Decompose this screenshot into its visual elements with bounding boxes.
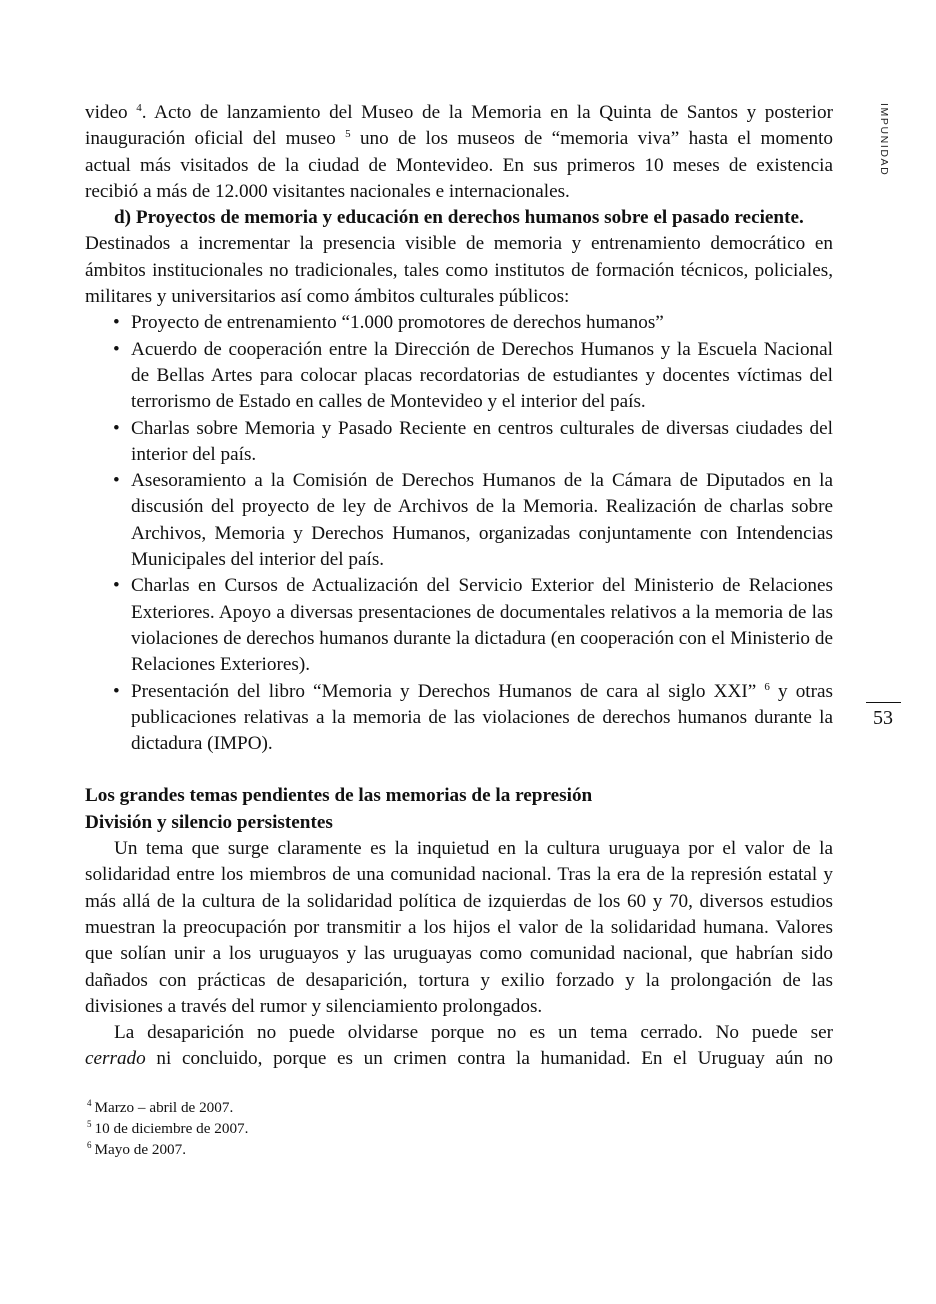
opening-line-2-end: uno de los museos de “memoria viva” hasta el momento [359,128,833,150]
opening-line-4: recibió a más de 12.000 visitantes nacionales e internacionales. [85,180,570,202]
subsection-heading: División y silencio persistentes [85,811,333,833]
list-item-text: Proyecto de entrenamiento “1.000 promotores de derechos humanos” [131,312,664,334]
footnote-number: 4 [87,1098,92,1108]
bullet-icon: • [113,575,120,597]
footnote-text: Mayo de 2007. [94,1141,187,1158]
opening-line-2 [85,126,833,152]
opening-line-1-end: . Acto de lanzamiento del Museo de la Memoria en la Quinta de Santos y posterior [141,102,833,123]
opening-line-1 [85,100,833,126]
page-number-rule [866,702,901,703]
list-item-text-end: y otras publicaciones relativas a la memoria de las violaciones de derechos humanos durante la dictadura (IMPO). [131,680,834,755]
footnote-text: 10 de diciembre de 2007. [94,1120,249,1137]
bullet-icon: • [113,417,120,439]
side-running-head: IMPUNIDAD [878,103,890,177]
main-paragraph-2-line-2-end: ni concluido, porque es un crimen contra la humanidad. En el Uruguay aún no [156,1048,834,1070]
italic-word: cerrado [85,1048,146,1070]
footnote-number: 5 [87,1119,92,1129]
section-heading: Los grandes temas pendientes de las memorias de la represión [85,785,593,807]
section-d-heading: d) Proyectos de memoria y educación en derechos humanos sobre el pasado reciente. [114,207,804,229]
footnote-number: 6 [87,1140,92,1150]
list-item [85,573,833,678]
footnote-text: Marzo – abril de 2007. [94,1099,234,1116]
opening-line-1-start: video [85,102,128,123]
list-item-text: Acuerdo de cooperación entre la Dirección de Derechos Humanos y la Escuela Nacional de Bellas Artes para colocar placas recordatorias de estudiantes y docentes víctimas del terrorismo de Estado en calles de Montevideo y el interior del país. [131,338,833,413]
list-item-text: Asesoramiento a la Comisión de Derechos Humanos de la Cámara de Diputados en la discusión del proyecto de ley de Archivos de la Memoria. Realización de charlas sobre Archivos, Memoria y Derechos Humanos, organizadas conjuntamente con Intendencias Municipales del interior del país. [131,470,833,571]
bullet-icon: • [113,312,120,334]
main-paragraph-1: Un tema que surge claramente es la inquietud en la cultura uruguaya por el valor de la solidaridad entre los miembros de una comunidad nacional. Tras la era de la represión estatal y más allá de la cultura de la solidaridad política de izquierdas de los 60 y 70, diversos estudios muestran la preocupación por transmitir a los hijos el valor de la solidaridad humana. Valores que solían unir a los uruguayos y las uruguayas como comunidad nacional, que habrían sido dañados con prácticas de desaparición, tortura y exilio forzado y la prolongación de las divisiones a través del rumor y silenciamiento prolongados. [85,838,833,1017]
list-item [85,310,833,336]
page-number: 53 [873,707,893,729]
footnote-ref-6: 6 [764,680,770,693]
list-item [85,337,833,416]
footnote-6 [87,1139,248,1160]
bullet-icon: • [113,680,120,702]
footnote-5 [87,1118,248,1139]
main-paragraph-2-line-2 [85,1046,833,1072]
footnote-4 [87,1097,248,1118]
footnote-ref-4: 4 [136,102,142,114]
footnotes [87,1097,248,1160]
list-item-text: Charlas en Cursos de Actualización del Servicio Exterior del Ministerio de Relaciones Exteriores. Apoyo a diversas presentaciones de documentales relativos a la memoria de las violaciones de derechos humanos durante la dictadura (en cooperación con el Ministerio de Relaciones Exteriores). [131,575,833,676]
list-item-text: Presentación del libro “Memoria y Derechos Humanos de cara al siglo XXI” [131,680,757,702]
opening-line-2-start: inauguración oficial del museo [85,128,336,150]
list-item [85,679,833,758]
list-item [85,416,833,469]
list-item-text: Charlas sobre Memoria y Pasado Reciente en centros culturales de diversas ciudades del interior del país. [131,417,833,465]
bullet-icon: • [113,338,120,360]
list-item [85,468,833,573]
opening-line-3: actual más visitados de la ciudad de Montevideo. En sus primeros 10 meses de existencia [85,154,833,176]
footnote-ref-5: 5 [345,128,351,141]
body-text [85,100,833,1073]
main-paragraph-2-line-1: La desaparición no puede olvidarse porque no es un tema cerrado. No puede ser [114,1022,833,1044]
section-spacer [85,757,833,783]
section-d-intro: Destinados a incrementar la presencia visible de memoria y entrenamiento democrático en ámbitos institucionales no tradicionales, tales como institutos de formación técnicos, policiales, militares y universitarios así como ámbitos culturales públicos: [85,233,833,308]
main-paragraph-2 [85,1020,833,1073]
bullet-icon: • [113,470,120,492]
section-d-list [85,310,833,757]
opening-paragraph [85,100,833,205]
